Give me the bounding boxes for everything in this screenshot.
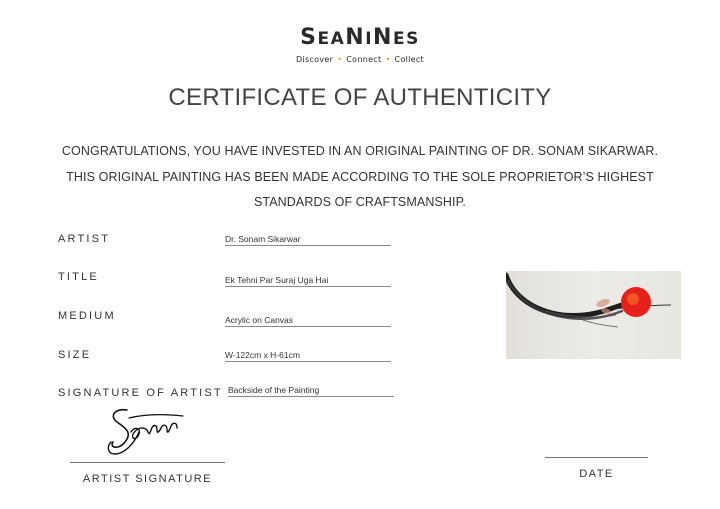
statement-line-2: THIS ORIGINAL PAINTING HAS BEEN MADE ACCORDING TO THE SOLE PROPRIETOR’S HIGHEST bbox=[66, 170, 654, 184]
tagline-word-discover: Discover bbox=[296, 55, 334, 64]
tagline-word-connect: Connect bbox=[346, 55, 382, 64]
certificate-title: CERTIFICATE OF AUTHENTICITY bbox=[168, 84, 552, 111]
field-label-size: SIZE bbox=[58, 349, 92, 361]
statement-line-1: CONGRATULATIONS, YOU HAVE INVESTED IN AN ORIGINAL PAINTING OF DR. SONAM SIKARWAR. bbox=[61, 144, 659, 158]
field-value-title: Ek Tehni Par Suraj Uga Hai bbox=[225, 275, 391, 287]
field-value-size: W-122cm x H-61cm bbox=[225, 350, 391, 362]
tagline-word-collect: Collect bbox=[394, 55, 424, 64]
field-label-signature: SIGNATURE OF ARTIST bbox=[58, 387, 223, 399]
artwork-drawing bbox=[506, 271, 681, 359]
brand-tagline bbox=[0, 55, 720, 64]
brand-logo bbox=[0, 24, 720, 64]
field-value-medium: Acrylic on Canvas bbox=[225, 315, 391, 327]
statement-line-3: STANDARDS OF CRAFTSMANSHIP. bbox=[254, 195, 466, 209]
brand-name: SEANINES bbox=[300, 25, 420, 50]
date-line bbox=[545, 457, 648, 458]
signature-underline bbox=[129, 415, 183, 418]
field-value-signature: Backside of the Painting bbox=[228, 385, 394, 397]
tagline-dot: • bbox=[385, 55, 391, 64]
tagline-dot: • bbox=[337, 55, 343, 64]
artist-signature-image bbox=[105, 402, 187, 458]
artist-signature-line bbox=[70, 462, 225, 463]
signature-stroke bbox=[112, 410, 128, 448]
artist-signature-label: ARTIST SIGNATURE bbox=[82, 473, 213, 485]
sun-highlight bbox=[627, 293, 639, 305]
field-label-title: TITLE bbox=[58, 271, 99, 283]
date-label: DATE bbox=[579, 468, 614, 480]
field-label-medium: MEDIUM bbox=[58, 310, 116, 322]
artwork-image bbox=[506, 271, 681, 359]
field-label-artist: ARTIST bbox=[58, 233, 111, 245]
field-value-artist: Dr. Sonam Sikarwar bbox=[225, 234, 391, 246]
signature-stroke bbox=[131, 423, 177, 438]
